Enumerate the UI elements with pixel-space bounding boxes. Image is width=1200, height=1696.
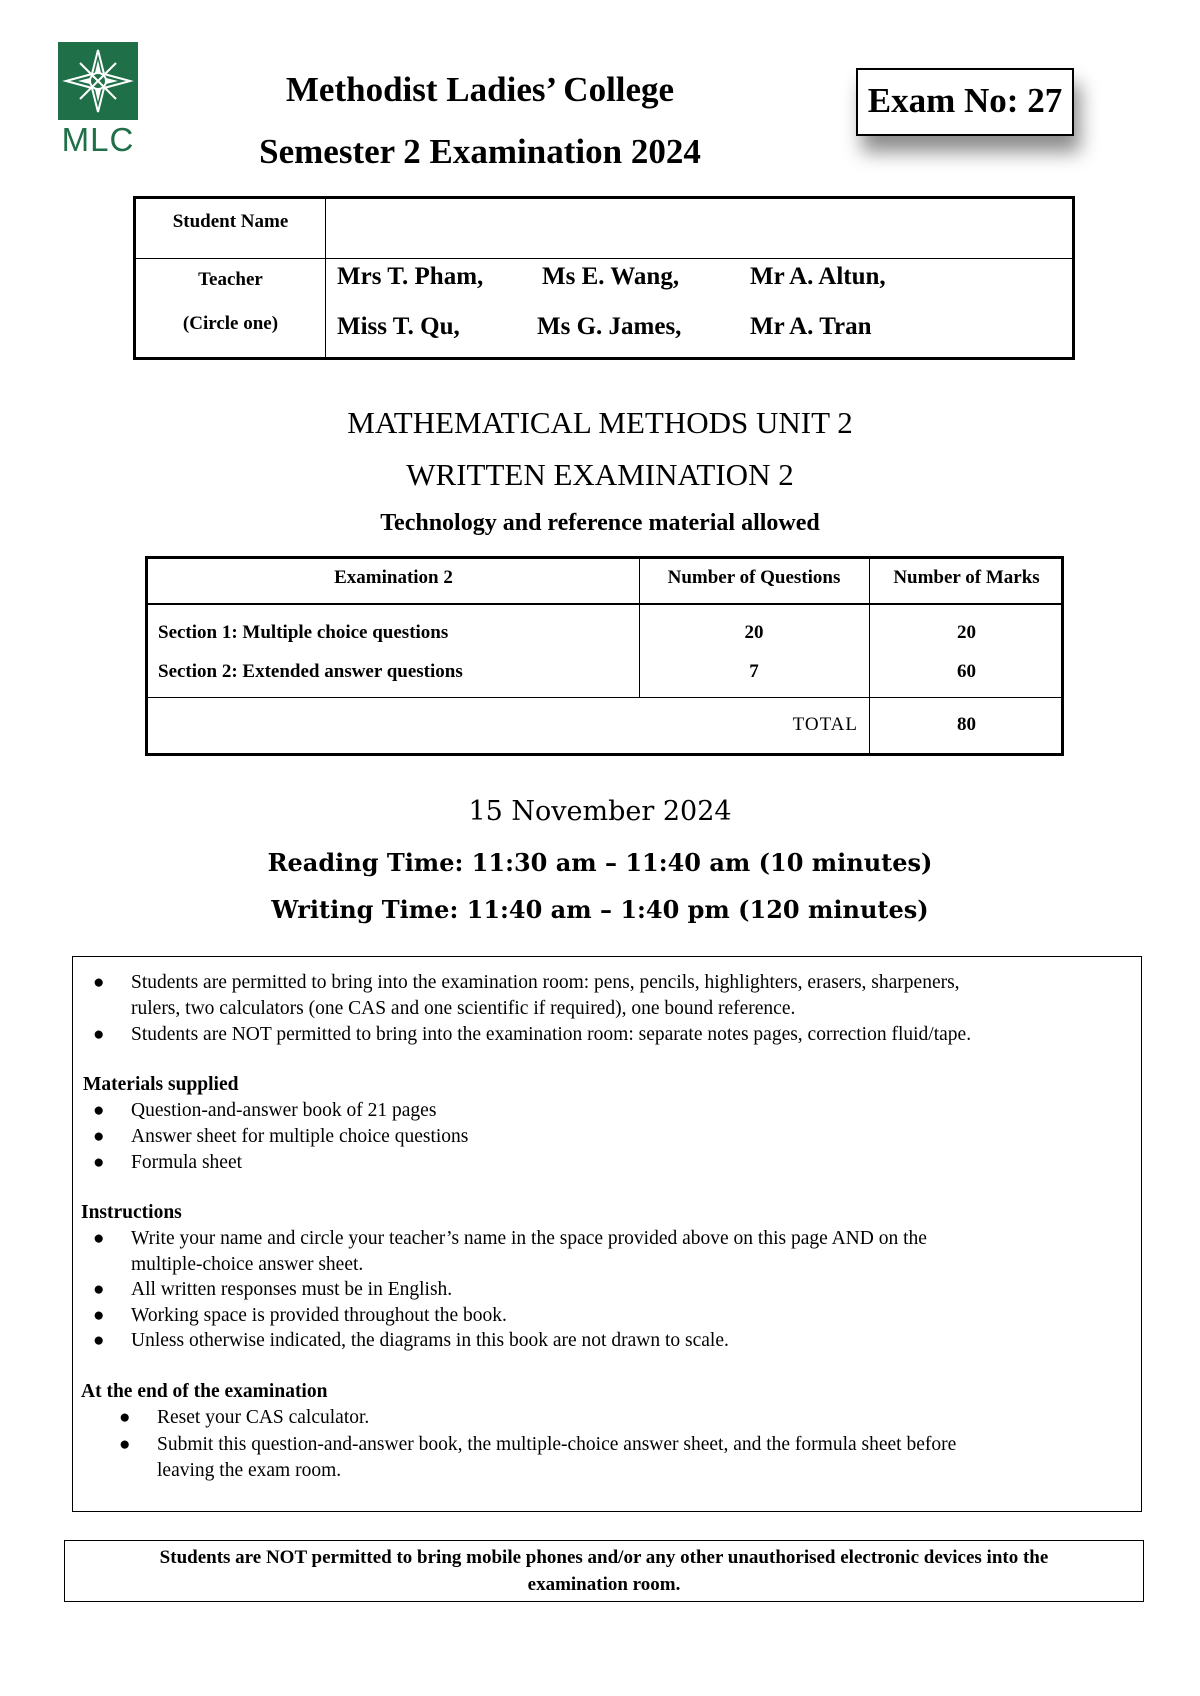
section-label: Section 2: Extended answer questions: [158, 661, 463, 682]
teacher-option[interactable]: Mr A. Tran: [750, 313, 872, 340]
bullet-icon: ●: [93, 1024, 105, 1045]
end-heading: At the end of the examination: [81, 1381, 328, 1402]
section-label: Section 1: Multiple choice questions: [158, 622, 449, 643]
bullet-icon: ●: [119, 1407, 131, 1428]
materials-heading: Materials supplied: [83, 1074, 239, 1095]
instructions-box: [72, 956, 1142, 1512]
column-header: Number of Marks: [893, 567, 1040, 588]
list-item: Students are NOT permitted to bring into the examination room: separate notes pages, correction fluid/tape.: [131, 1024, 972, 1045]
teacher-label: Teacher: [198, 269, 263, 290]
list-item: Question-and-answer book of 21 pages: [131, 1100, 437, 1121]
bullet-icon: ●: [93, 1330, 105, 1351]
technology-note: Technology and reference material allowed: [380, 510, 820, 536]
teacher-option[interactable]: Ms E. Wang,: [542, 263, 680, 290]
subject-title: MATHEMATICAL METHODS UNIT 2: [347, 405, 853, 440]
list-item: Answer sheet for multiple choice questions: [131, 1126, 469, 1147]
list-item: Write your name and circle your teacher’s name in the space provided above on this page AND on the: [131, 1228, 927, 1249]
list-item: Unless otherwise indicated, the diagrams in this book are not drawn to scale.: [131, 1330, 729, 1351]
teacher-option[interactable]: Mr A. Altun,: [750, 263, 886, 290]
teacher-option[interactable]: Mrs T. Pham,: [337, 263, 484, 290]
writing-time: Writing Time: 11:40 am – 1:40 pm (120 minutes): [271, 895, 929, 924]
marks-count: 20: [957, 622, 976, 643]
bullet-icon: ●: [93, 1279, 105, 1300]
list-item-continuation: multiple-choice answer sheet.: [131, 1254, 364, 1275]
warning-line: Students are NOT permitted to bring mobile phones and/or any other unauthorised electronic devices into the: [159, 1547, 1049, 1568]
bullet-icon: ●: [93, 972, 105, 993]
marks-count: 60: [957, 661, 976, 682]
exam-number-box: Exam No: 27: [856, 68, 1074, 136]
bullet-icon: ●: [93, 1152, 105, 1173]
reading-time: Reading Time: 11:30 am – 11:40 am (10 minutes): [267, 848, 933, 877]
college-name: Methodist Ladies’ College: [285, 70, 675, 109]
student-name-label: Student Name: [172, 211, 289, 232]
list-item: Students are permitted to bring into the examination room: pens, pencils, highlighters, erasers, sharpeners,: [131, 972, 960, 993]
list-item-continuation: rulers, two calculators (one CAS and one scientific if required), one bound reference.: [131, 998, 796, 1019]
bullet-icon: ●: [93, 1126, 105, 1147]
marks-table: [145, 556, 1064, 756]
list-item: All written responses must be in English.: [131, 1279, 453, 1300]
list-item: Submit this question-and-answer book, the multiple-choice answer sheet, and the formula sheet before: [157, 1434, 957, 1455]
mlc-logo: [58, 42, 138, 160]
student-details-table: [133, 196, 1075, 360]
bullet-icon: ●: [93, 1100, 105, 1121]
compass-star-icon: [58, 42, 138, 120]
list-item-continuation: leaving the exam room.: [157, 1460, 342, 1481]
bullet-icon: ●: [93, 1305, 105, 1326]
student-name-field[interactable]: [326, 199, 1072, 258]
column-header: Number of Questions: [667, 567, 841, 588]
teacher-hint: (Circle one): [182, 313, 279, 334]
total-marks: 80: [957, 714, 976, 735]
questions-count: 7: [749, 661, 759, 682]
list-item: Formula sheet: [131, 1152, 243, 1173]
column-header: Examination 2: [334, 567, 453, 588]
bullet-icon: ●: [93, 1228, 105, 1249]
exam-date: 15 November 2024: [468, 796, 732, 827]
total-label: TOTAL: [792, 714, 858, 735]
bullet-icon: ●: [119, 1434, 131, 1455]
instructions-heading: Instructions: [81, 1202, 182, 1223]
exam-title: WRITTEN EXAMINATION 2: [406, 457, 794, 492]
list-item: Working space is provided throughout the book.: [131, 1305, 507, 1326]
exam-heading: Semester 2 Examination 2024: [259, 132, 701, 171]
mobile-phone-warning: [64, 1540, 1144, 1602]
teacher-option[interactable]: Miss T. Qu,: [337, 313, 460, 340]
list-item: Reset your CAS calculator.: [157, 1407, 370, 1428]
warning-line: examination room.: [527, 1574, 681, 1595]
questions-count: 20: [744, 622, 764, 643]
teacher-option[interactable]: Ms G. James,: [537, 313, 682, 340]
logo-text: MLC: [61, 121, 135, 158]
